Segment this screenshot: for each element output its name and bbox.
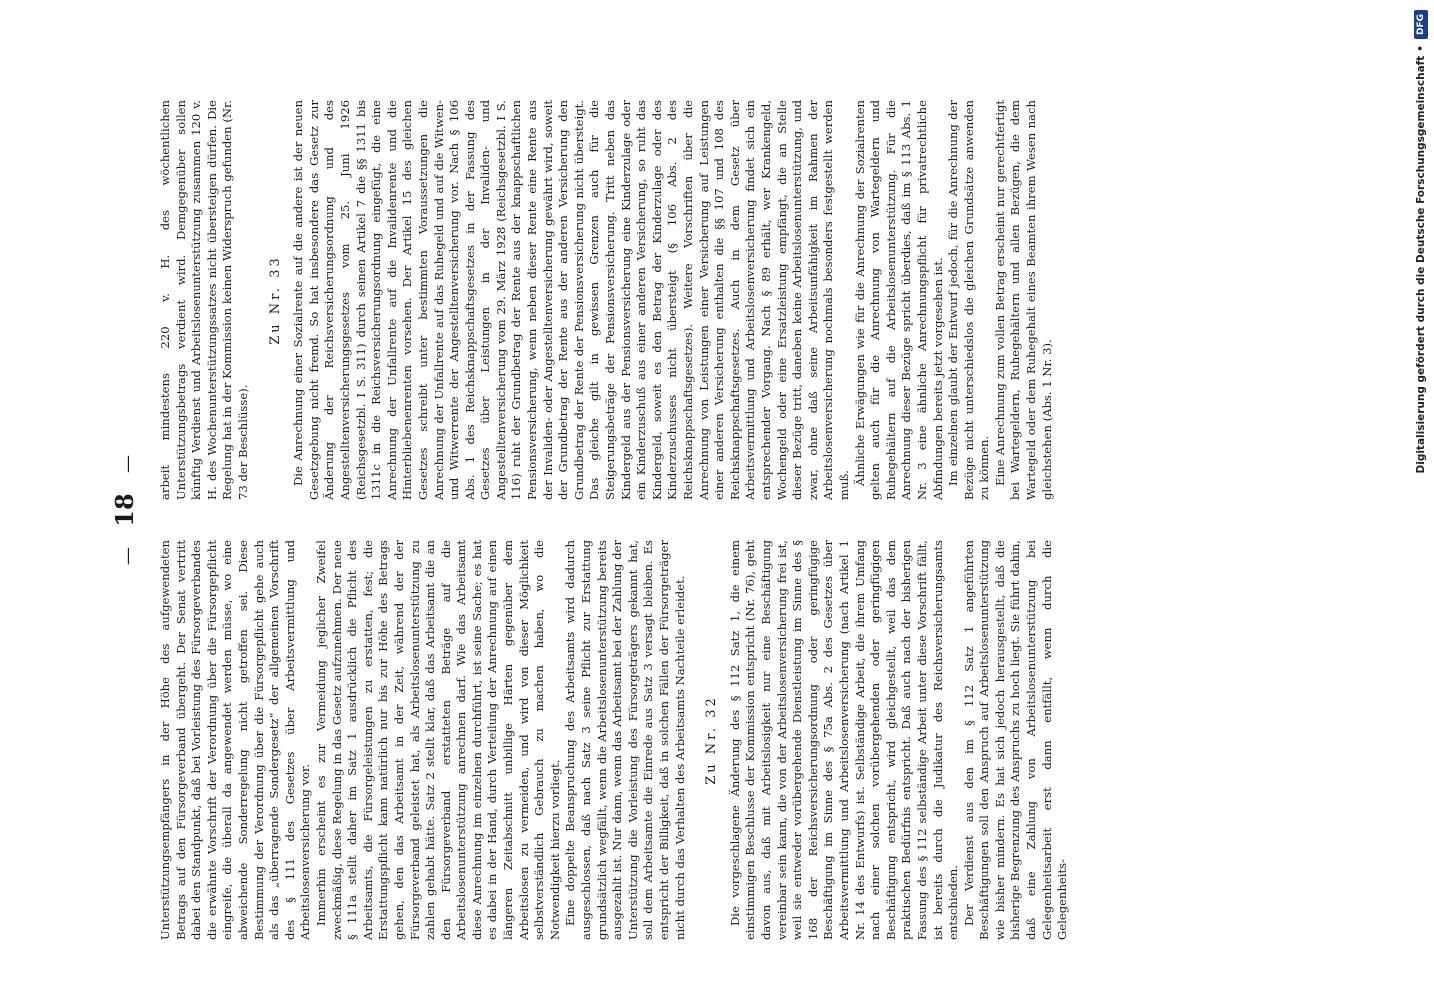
right-column <box>158 100 1268 500</box>
paragraph: Unterstützungsempfängers in der Höhe des aufgewendeten Betrags auf den Fürsorgeverband übergeht. Der Senat vertritt dabei den Standpunkt, daß bei Vorleistung des Fürsorgeverbandes die erwähnte Vorschrift der Verordnung über die Fürsorgepflicht eingreife, die überall da angewendet werden müsse, wo eine abweichende Sonderregelung nicht getroffen sei. Diese Bestimmung der Verordnung über die Fürsorgepflicht gehe auch als das „überragende Sondergesetz“ der allgemeinen Vorschrift des § 111 des Gesetzes über Arbeitsvermittlung und Arbeitslosenversicherung vor. <box>158 540 313 940</box>
credit-separator: • <box>1415 45 1427 52</box>
paragraph: Eine doppelte Beanspruchung des Arbeitsamts wird dadurch ausgeschlossen, daß nach Satz 3 seine Pflicht zur Erstattung grundsätzlich wegfällt, wenn die Arbeitslosenunterstützung bereits ausgezahlt ist. Nur dann, wenn das Arbeitsamt bei der Zahlung der Unterstützung die Vorleistung des Fürsorgeträgers gekannt hat, soll dem Arbeitsamte die Einrede aus Satz 3 versagt bleiben. Es entspricht der Billigkeit, daß in solchen Fällen der Fürsorgeträger nicht durch das Verhalten des Arbeitsamts Nachteile erleidet. <box>563 540 687 940</box>
header-dash-right: — <box>117 454 138 473</box>
credit-text: Digitalisierung gefördert durch die Deutsche Forschungsgemeinschaft <box>1415 55 1427 474</box>
section-heading: Zu Nr. 33 <box>267 255 283 345</box>
page-number: 18 <box>110 493 139 527</box>
paragraph: Eine Anrechnung zum vollen Betrag erscheint nur gerechtfertigt bei Wartegeldern, Ruhegehältern und allen Bezügen, die dem Wartegeld oder dem Ruhegehalt eines Beamten ihrem Wesen nach gleichstehen (Abs. 1 Nr. 3). <box>992 100 1054 500</box>
paragraph: Der Verdienst aus den im § 112 Satz 1 angeführten Beschäftigungen soll den Anspruch auf Arbeitslosenunterstützung wie bisher mindern. Es hat sich jedoch herausgestellt, daß die bisherige Begrenzung des Anspruchs zu hoch liegt. Sie führt dahin, daß eine Zahlung von Arbeitslosenunterstützung bei Gelegenheitsarbeit erst dann entfällt, wenn durch die Gelegenheits- <box>961 540 1070 940</box>
digitization-credit <box>1412 10 1430 990</box>
paragraph: arbeit mindestens 220 v. H. des wöchentlichen Unterstützungsbetrags verdient wird. Demgegenüber sollen künftig Verdienst und Arbeitslosenunterstützung zusammen 120 v. H. des Wochenunterstützungssatzes nicht übersteigen dürfen. Die Regelung hat in der Kommission keinen Widerspruch gefunden (Nr. 73 der Beschlüsse). <box>158 100 250 500</box>
paragraph: Die Anrechnung einer Sozialrente auf die andere ist der neuen Gesetzgebung nicht fremd. So hat insbesondere das Gesetz zur Änderung der Reichsversicherungsordnung und des Angestelltenversicherungsgesetzes vom 25. Juni 1926 (Reichsgesetzbl. I S. 311) durch seinen Artikel 7 die §§ 1311 bis 1311c in die Reichsversicherungsordnung eingefügt, die eine Anrechnung der Unfallrente auf die Invalidenrente und die Hinterbliebenenrenten vorsehen. Der Artikel 15 des gleichen Gesetzes schreibt unter bestimmten Voraussetzungen die Anrechnung der Unfallrente auf das Ruhegeld und auf die Witwen- und Witwerrente der Angestelltenversicherung vor. Nach § 106 Abs. 1 des Reichsknappschaftsgesetzes in der Fassung des Gesetzes über Leistungen in der Invaliden- und Angestelltenversicherung vom 29. März 1928 (Reichsgesetzbl. I S. 116) ruht der Grundbetrag der Rente aus der knappschaftlichen Pensionsversicherung, wenn neben dieser Rente eine Rente aus der Invaliden- oder Angestelltenversicherung gewährt wird, soweit der Grundbetrag der Rente aus der anderen Versicherung den Grundbetrag der Rente der Pensionsversicherung nicht übersteigt. Das gleiche gilt in gewissen Grenzen auch für die Steigerungsbeträge der Pensionsversicherung. Tritt neben das Kindergeld aus der Pensionsversicherung eine Kinderzulage oder ein Kinderzuschuß aus einer anderen Versicherung, so ruht das Kindergeld, soweit es den Betrag der Kinderzulage oder des Kinderzuschusses nicht übersteigt (§ 106 Abs. 2 des Reichsknappschaftsgesetzes). Weitere Vorschriften über die Anrechnung von Leistungen einer Versicherung auf Leistungen einer anderen Versicherung enthalten die §§ 107 und 108 des Reichsknappschaftsgesetzes. Auch in dem Gesetz über Arbeitsvermittlung und Arbeitslosenversicherung findet sich ein entsprechender Vorgang. Nach § 89 erhält, wer Krankengeld, Wochengeld oder eine Ersatzleistung empfängt, die an Stelle dieser Bezüge tritt, daneben keine Arbeitslosenunterstützung, und zwar, ohne daß seine Arbeitsunfähigkeit im Rahmen der Arbeitslosenversicherung nochmals besonders festgestellt werden muß. <box>291 100 851 500</box>
page-header <box>110 80 150 940</box>
header-dash-left: — <box>117 547 138 566</box>
section-heading: Zu Nr. 32 <box>704 695 720 785</box>
paragraph: Im einzelnen glaubt der Entwurf jedoch, für die Anrechnung der Bezüge nicht unterschiedslos die gleichen Grundsätze anwenden zu können. <box>946 100 992 500</box>
paragraph: Ähnliche Erwägungen wie für die Anrechnung der Sozialrenten gelten auch für die Anrechnung von Wartegeldern und Ruhegehältern auf die Arbeitslosenunterstützung. Für die Anrechnung dieser Bezüge spricht überdies, daß im § 113 Abs. 1 Nr. 3 eine ähnliche Anrechnungspflicht für privatrechtliche Abfindungen bereits jetzt vorgesehen ist. <box>852 100 945 500</box>
left-column <box>158 540 1268 940</box>
dfg-logo: DFG <box>1414 10 1428 39</box>
printed-page <box>110 80 1280 940</box>
paragraph: Immerhin erscheint es zur Vermeidung jeglicher Zweifel zweckmäßig, diese Regelung in das Gesetz aufzunehmen. Der neue § 111a stellt daher im Satz 1 ausdrücklich die Pflicht des Arbeitsamts, die Fürsorgeleistungen zu erstatten, fest; die Erstattungspflicht kann natürlich nur bis zur Höhe des Betrags gehen, den das Arbeitsamt in der Zeit, während der der Fürsorgeverband geleistet hat, als Arbeitslosenunterstützung zu zahlen gehabt hätte. Satz 2 stellt klar, daß das Arbeitsamt die an den Fürsorgeverband erstatteten Beträge auf die Arbeitslosenunterstützung anrechnen darf. Wie das Arbeitsamt diese Anrechnung im einzelnen durchführt, ist seine Sache; es hat es dabei in der Hand, durch Verteilung der Anrechnung auf einen längeren Zeitabschnitt unbillige Härten gegenüber dem Arbeitslosen zu vermeiden, und wird von dieser Möglichkeit selbstverständlich Gebrauch zu machen haben, wo die Notwendigkeit hierzu vorliegt. <box>313 540 562 940</box>
paragraph: Die vorgeschlagene Änderung des § 112 Satz 1, die einem einstimmigen Beschlusse der Kommission entspricht (Nr. 76), geht davon aus, daß mit Arbeitslosigkeit nur eine Beschäftigung vereinbar sein kann, die von der Arbeitslosenversicherung frei ist, weil sie entweder vorübergehende Dienstleistung im Sinne des § 168 der Reichsversicherungsordnung oder geringfügige Beschäftigung im Sinne des § 75a Abs. 2 des Gesetzes über Arbeitsvermittlung und Arbeitslosenversicherung (nach Artikel 1 Nr. 14 des Entwurfs) ist. Selbständige Arbeit, die ihrem Umfang nach einer solchen vorübergehenden oder geringfügigen Beschäftigung entspricht, wird gleichgestellt, weil das dem praktischen Bedürfnis entspricht. Daß auch nach der bisherigen Fassung des § 112 selbständige Arbeit unter diese Vorschrift fällt, ist bereits durch die Judikatur des Reichsversicherungsamts entschieden. <box>727 540 961 940</box>
